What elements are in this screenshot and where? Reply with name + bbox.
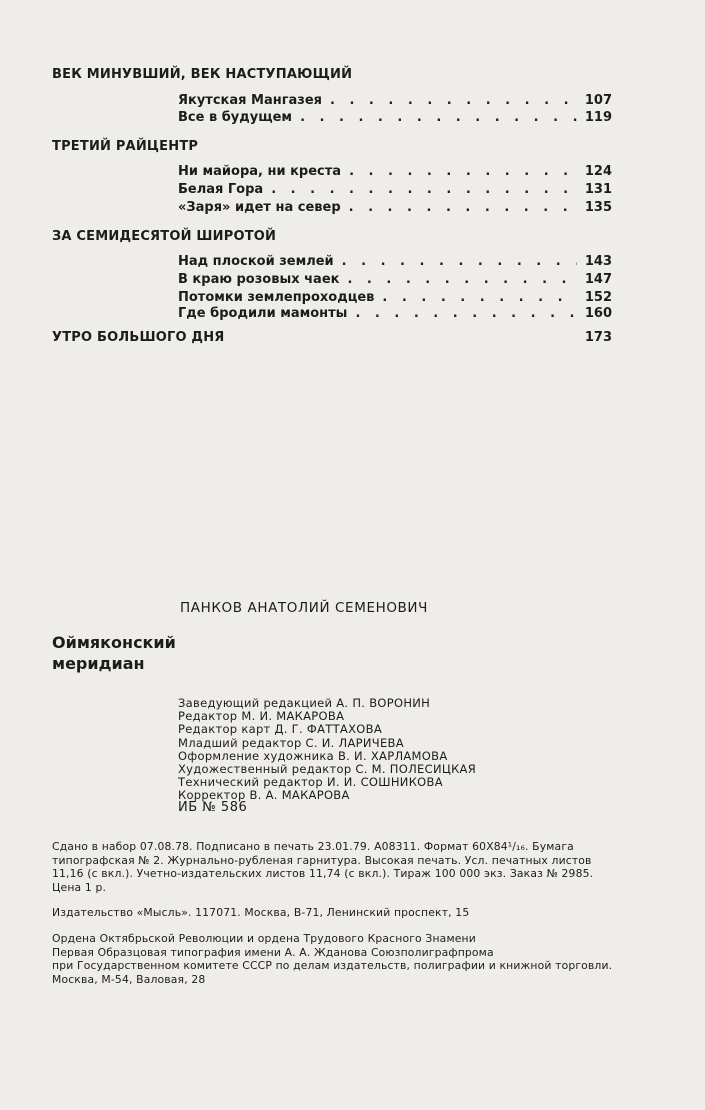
toc-leader-dots	[330, 93, 577, 108]
toc-section-title: УТРО БОЛЬШОГО ДНЯ	[52, 330, 225, 345]
toc-entry-page: 107	[584, 93, 612, 108]
credits-list	[178, 697, 476, 803]
toc-entry	[178, 306, 612, 321]
toc-entry-title: «Заря» идет на север	[178, 200, 341, 215]
toc-entry	[178, 254, 612, 269]
credit-line: Редактор карт Д. Г. ФАТТАХОВА	[178, 722, 382, 737]
toc-entry-title: Над плоской землей	[178, 254, 334, 269]
toc-section-title: ТРЕТИЙ РАЙЦЕНТР	[52, 139, 199, 154]
book-title-line: Оймяконский	[52, 633, 176, 652]
toc-entry-page: 119	[584, 110, 612, 125]
toc-entry-page: 152	[584, 290, 612, 305]
toc-entry-title: Ни майора, ни креста	[178, 164, 342, 179]
toc-leader-dots	[349, 164, 577, 179]
toc-entry	[178, 272, 612, 287]
imprint-line: Ордена Октябрьской Революции и ордена Трудового Красного Знамени	[52, 932, 476, 945]
imprint-publisher	[52, 906, 660, 920]
toc-entry-title: Якутская Мангазея	[178, 93, 322, 108]
toc-leader-dots	[342, 254, 577, 269]
imprint-line: Первая Образцовая типография имени А. А. Жданова Союзполиграфпрома	[52, 945, 494, 959]
toc-leader-dots	[349, 200, 577, 215]
toc-entry-page: 131	[584, 182, 612, 197]
toc-section-page: 173	[584, 330, 612, 345]
toc-leader-dots	[355, 306, 576, 321]
toc-entry-page: 135	[584, 200, 612, 215]
imprint-line: при Государственном комитете СССР по делам издательств, полиграфии и книжной торговли.	[52, 959, 613, 973]
author-name: ПАНКОВ АНАТОЛИЙ СЕМЕНОВИЧ	[180, 600, 428, 616]
imprint-line: 11,16 (с вкл.). Учетно-издательских листов 11,74 (с вкл.). Тираж 100 000 экз. Заказ № 2985.	[52, 867, 594, 881]
credit-line: Корректор В. А. МАКАРОВА	[178, 788, 350, 803]
imprint-print-details	[52, 840, 660, 894]
toc-entry-title: Потомки землепроходцев	[178, 290, 375, 305]
credit-line: Заведующий редакцией А. П. ВОРОНИН	[178, 696, 431, 710]
toc-section-title: ЗА СЕМИДЕСЯТОЙ ШИРОТОЙ	[52, 229, 277, 244]
credit-line: Редактор М. И. МАКАРОВА	[178, 709, 345, 724]
toc-entry	[178, 93, 612, 108]
toc-entry-title: Белая Гора	[178, 182, 264, 197]
credit-line: Оформление художника В. И. ХАРЛАМОВА	[178, 748, 448, 763]
toc-section-title: ВЕК МИНУВШИЙ, ВЕК НАСТУПАЮЩИЙ	[52, 67, 353, 82]
toc-entry	[178, 182, 612, 197]
ib-number: ИБ № 586	[178, 800, 248, 815]
toc-entry-title: В краю розовых чаек	[178, 272, 340, 287]
imprint-line: типографская № 2. Журнально-рубленая гарнитура. Высокая печать. Усл. печатных листов	[52, 853, 592, 867]
credit-line: Младший редактор С. И. ЛАРИЧЕВА	[178, 735, 404, 750]
toc-entry	[178, 290, 612, 305]
credit-line: Технический редактор И. И. СОШНИКОВА	[178, 775, 443, 790]
toc-entry-page: 160	[584, 306, 612, 321]
toc-entry-page: 147	[584, 272, 612, 287]
toc-entry-page: 143	[584, 254, 612, 269]
toc-leader-dots	[382, 290, 576, 305]
imprint-line: Сдано в набор 07.08.78. Подписано в печать 23.01.79. А08311. Формат 60Х84¹/₁₆. Бумага	[52, 840, 574, 853]
imprint-line: Москва, М-54, Валовая, 28	[52, 972, 206, 986]
toc-leader-dots	[300, 110, 577, 125]
toc-leader-dots	[271, 182, 577, 197]
imprint-line: Цена 1 р.	[52, 880, 107, 894]
credit-line: Художественный редактор С. М. ПОЛЕСИЦКАЯ	[178, 762, 477, 777]
toc-entry-title: Все в будущем	[178, 110, 293, 125]
toc-entry-page: 124	[584, 164, 612, 179]
book-title	[52, 632, 176, 674]
imprint-line: Издательство «Мысль». 117071. Москва, В-71, Ленинский проспект, 15	[52, 906, 470, 919]
imprint-printing-house	[52, 932, 660, 986]
toc-entry-title: Где бродили мамонты	[178, 306, 348, 321]
toc-entry	[178, 200, 612, 215]
toc-entry	[178, 164, 612, 179]
book-title-line: меридиан	[52, 654, 145, 673]
toc-leader-dots	[347, 272, 576, 287]
toc-entry	[178, 110, 612, 125]
